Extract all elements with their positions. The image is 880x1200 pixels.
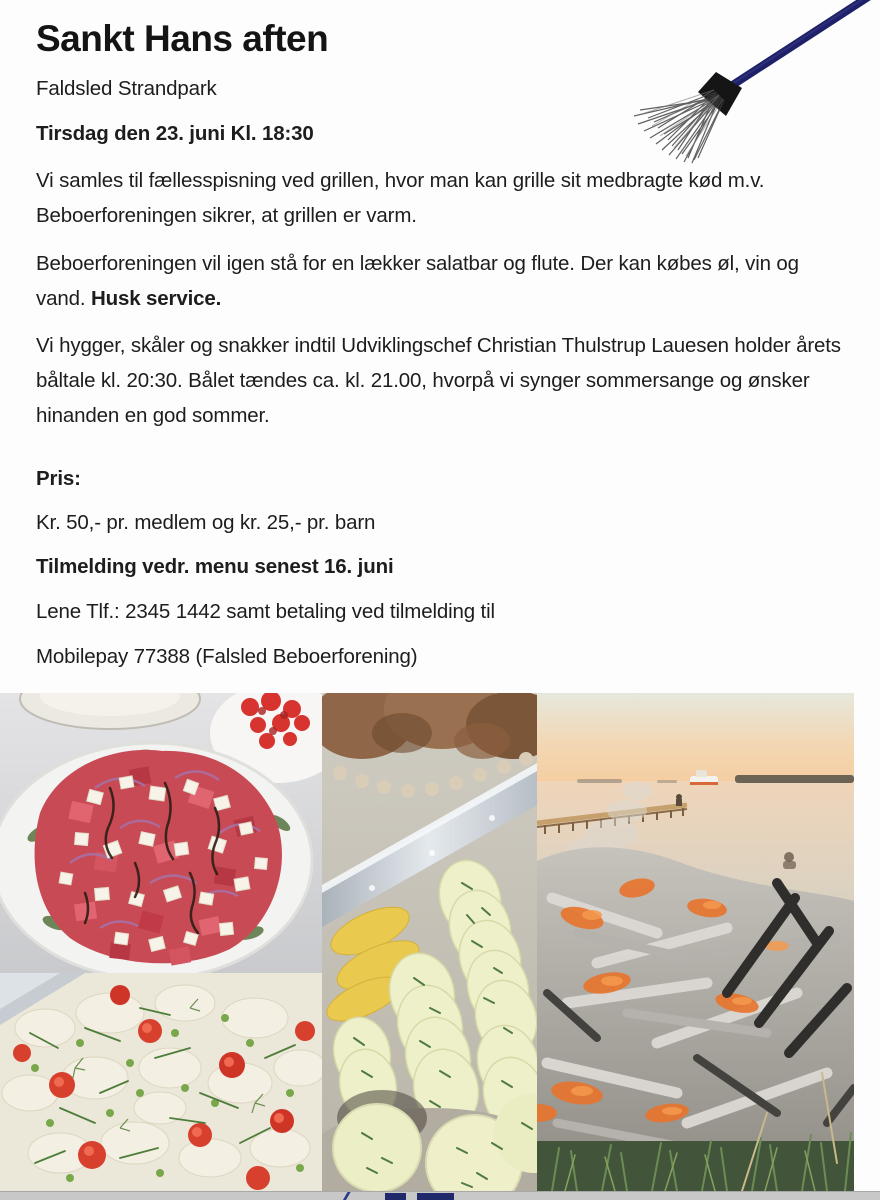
potato-salad-photo: [0, 973, 322, 1191]
paragraph-grill: Vi samles til fællesspisning ved grillen, hvor man kan grille sit medbragte kød m.v. Beboerforeningen sikrer, at grillen er varm.: [36, 169, 765, 227]
datetime-line: Tirsdag den 23. juni Kl. 18:30: [36, 122, 314, 145]
photo-collage: [0, 693, 854, 1191]
signup-deadline-line: Tilmelding vedr. menu senest 16. juni: [36, 555, 394, 578]
price-line: Kr. 50,- pr. medlem og kr. 25,- pr. barn: [36, 511, 376, 534]
paragraph-baltale: Vi hygger, skåler og snakker indtil Udviklingschef Christian Thulstrup Lauesen holder årets båltale kl. 20:30. Bålet tændes ca. kl. 21.00, hvorpå vi synger sommersange og ønsker hinanden en god sommer.: [36, 334, 841, 427]
location-line: Faldsled Strandpark: [36, 77, 217, 100]
beach-bonfire-sunset-photo: [537, 693, 854, 1191]
paragraph-salatbar: [36, 246, 848, 316]
strip-blue-mark: [342, 1192, 350, 1200]
husk-service-emphasis: Husk service.: [90, 287, 222, 310]
page-title: Sankt Hans aften: [36, 18, 329, 59]
salatbar-text: Beboerforeningen vil igen stå for en lækker salatbar og flute. Der kan købes øl, vin og vand.: [36, 252, 799, 310]
strip-navy-block: [385, 1193, 406, 1200]
price-label: Pris:: [36, 467, 81, 490]
strip-navy-block: [417, 1193, 454, 1200]
flyer-text-block: [36, 0, 848, 674]
contact-line: Lene Tlf.: 2345 1442 samt betaling ved tilmelding til: [36, 600, 495, 623]
next-image-top-edge: [0, 1191, 880, 1200]
payment-line: Mobilepay 77388 (Falsled Beboerforening): [36, 645, 418, 668]
herb-butter-tray-photo: [322, 693, 537, 1191]
watermelon-feta-salad-photo: [0, 693, 322, 973]
